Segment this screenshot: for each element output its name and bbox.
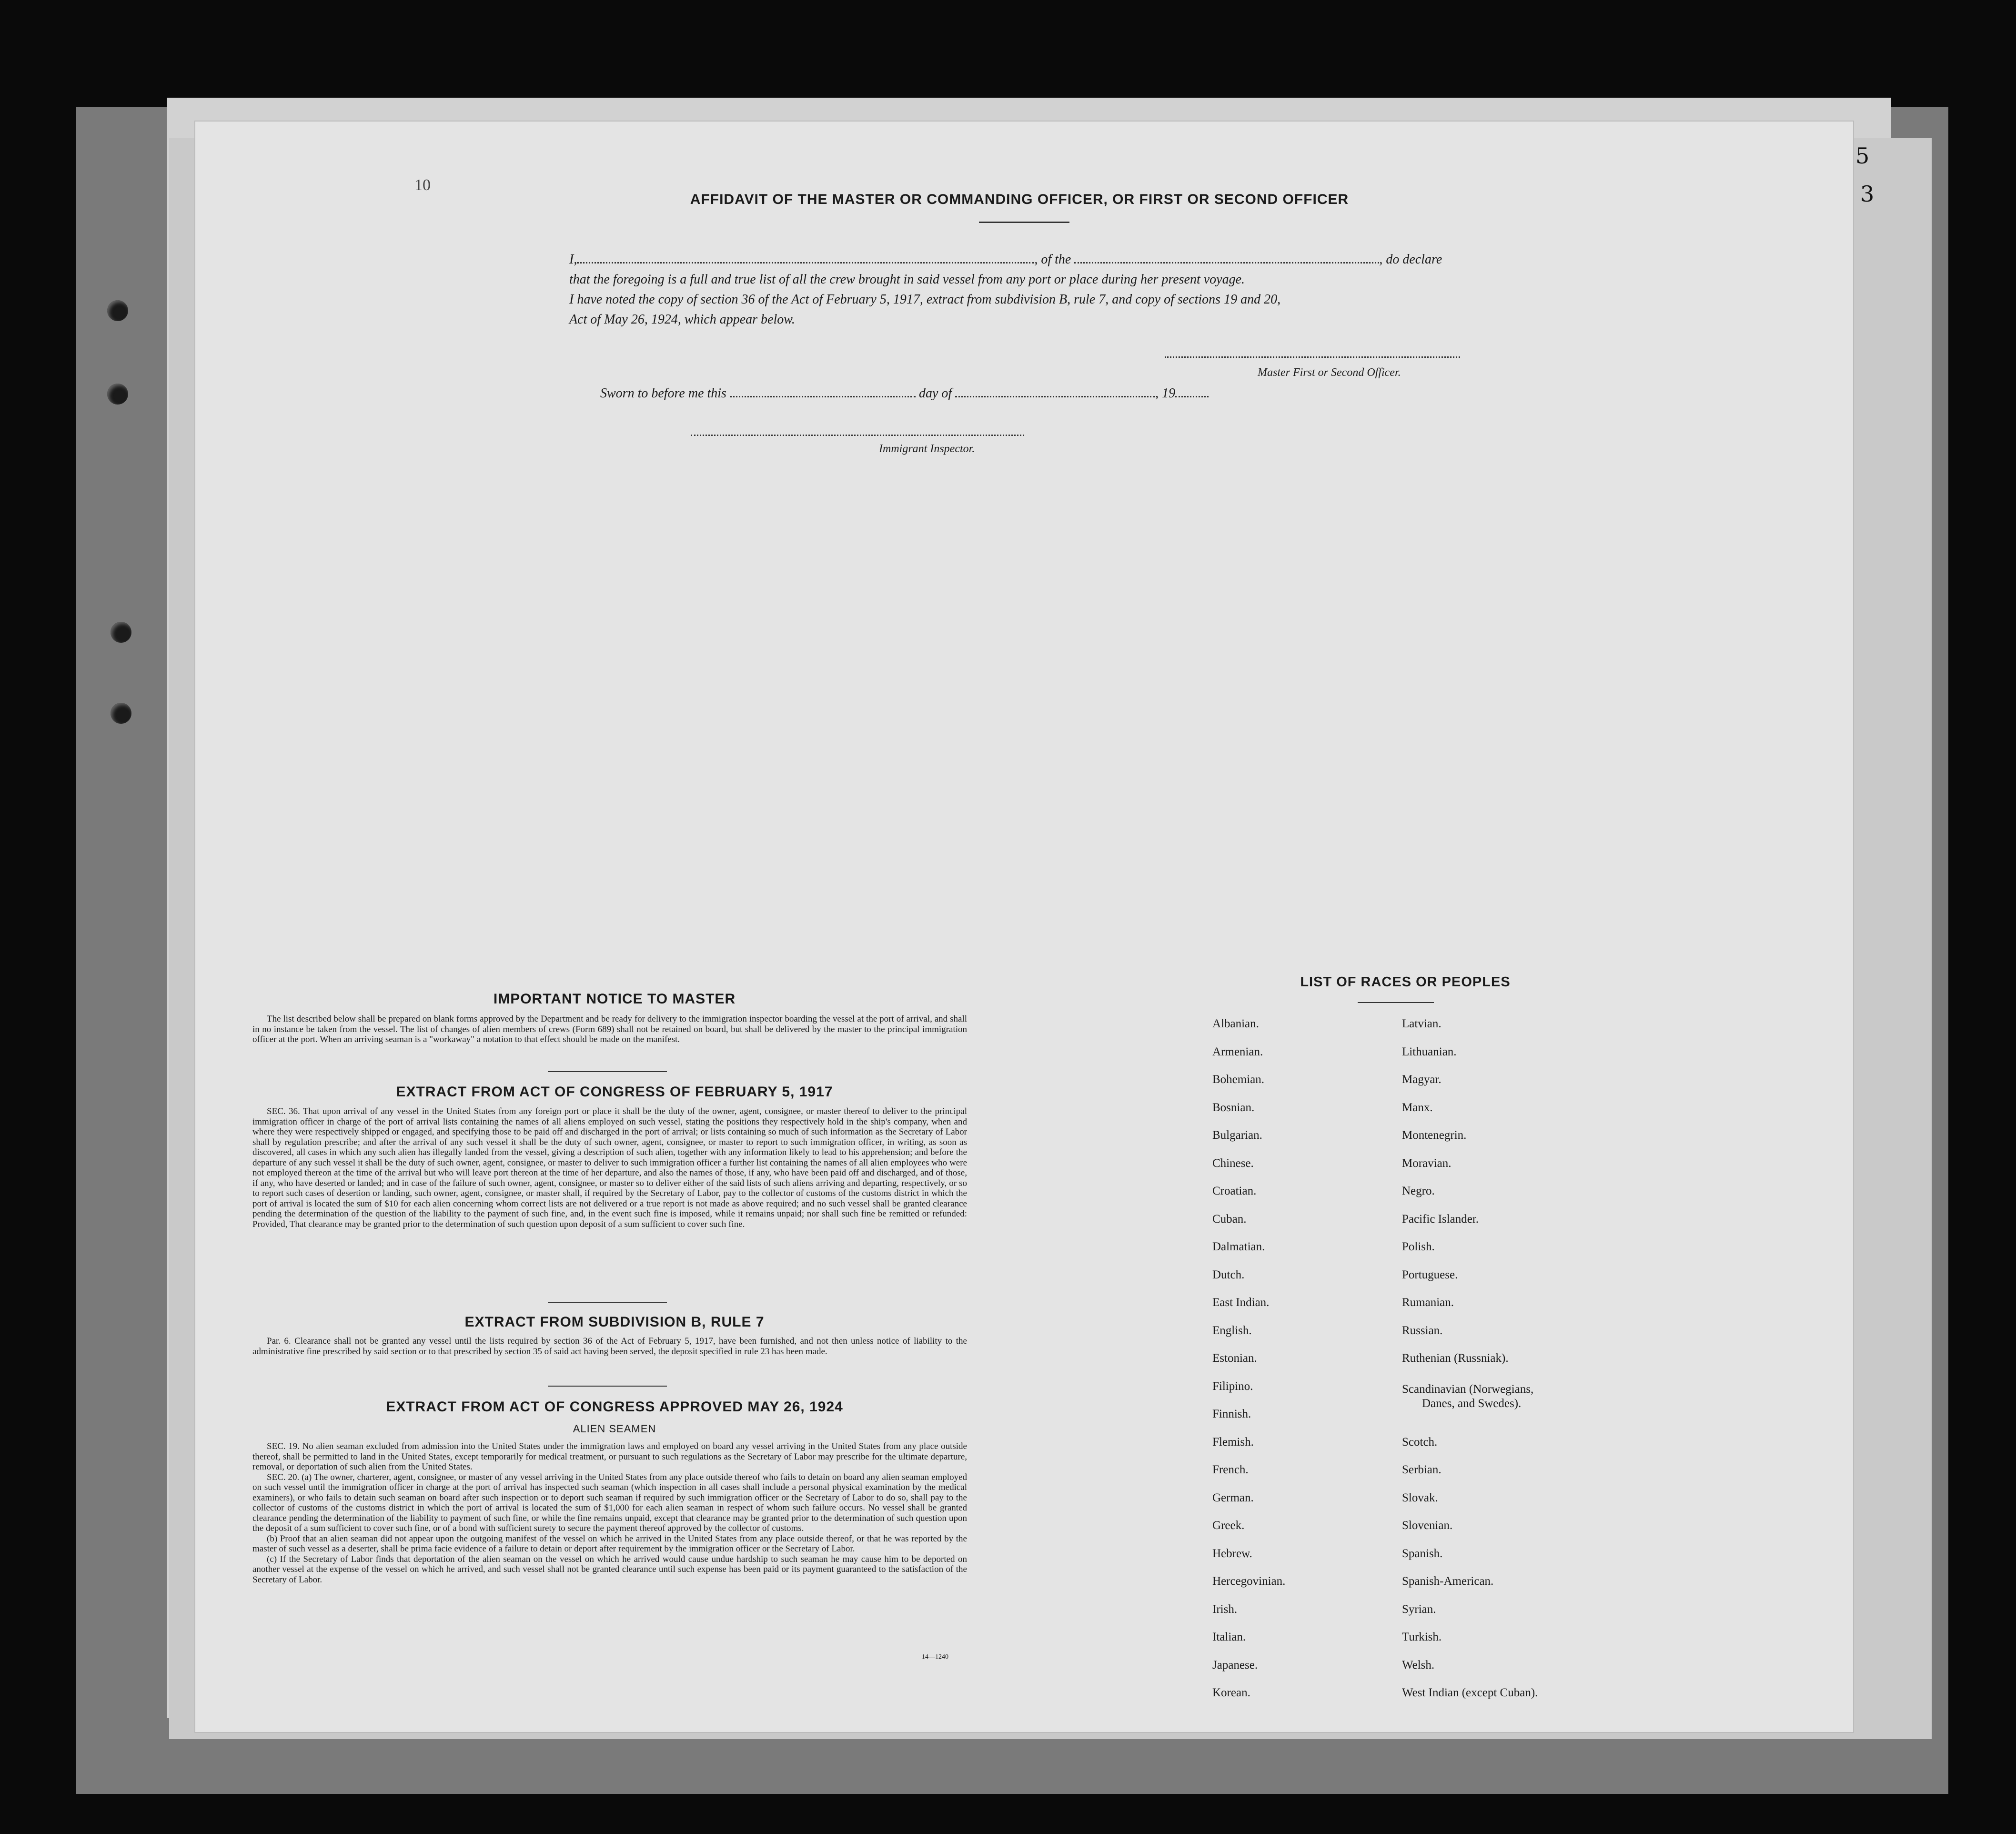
- margin-mark: 5: [1855, 143, 1870, 169]
- inspector-signature-line[interactable]: [691, 435, 1024, 436]
- extract-1917-body: SEC. 36. That upon arrival of any vessel in the United States from any foreign port or place it shall be the duty of the owner, agent, consignee, or master thereof to deliver to the principal immigration officer in charge of the port of arrival lists containing the names of all aliens employed on such vessel, stating the positions they respectively hold in the ship's company, when and where they were respectively shipped or engaged, and specifying those to be paid off and discharged in the port of arrival; or lists containing so much of such information as the Secretary of Labor shall by regulation prescribe; and after the arrival of any such vessel it shall be the duty of such owner, agent, consignee, or master to report to such immigration officer, in writing, as soon as discovered, all cases in which any such alien has illegally landed from the vessel, giving a description of such alien, together with any information likely to lead to his apprehension; and before the departure of any such vessel it shall be the duty of such owner, agent, consignee, or master to deliver to such immigration officer a further list containing the names of all alien employees who were not employed thereon at the time of the arrival but who will leave port thereon at the time of her departure, and also the names of those, if any, who have been paid off and discharged, and of those, if any, who have deserted or landed; and in case of the failure of such owner, agent, consignee, or master so to deliver either of the said lists of such aliens arriving and departing, respectively, or so to report such cases of desertion or landing, such owner, agent, consignee, or master shall, if required by the Secretary of Labor, pay to the collector of customs of the customs district in which the port of arrival is located the sum of $10 for each alien concerning whom correct lists are not delivered or a true report is not made as above required; and no such vessel shall be granted clearance pending the determination of the question of the liability to the payment of such fine, and, in the event such fine is imposed, while it remains unpaid; nor shall such fine be remitted or refunded: Provided, That clearance may be granted prior to the determination of such question upon deposit of a sum sufficient to cover such fine.: [252, 1106, 967, 1229]
- race-item: West Indian (except Cuban).: [1402, 1686, 1538, 1699]
- punch-hole: [107, 384, 128, 405]
- race-item: Scotch.: [1402, 1435, 1438, 1449]
- race-item: Bosnian.: [1212, 1101, 1255, 1114]
- race-item: Manx.: [1402, 1101, 1433, 1114]
- races-title: LIST OF RACES OR PEOPLES: [1300, 974, 1511, 990]
- race-item: Pacific Islander.: [1402, 1212, 1479, 1226]
- race-item: Japanese.: [1212, 1658, 1258, 1672]
- race-item: Danes, and Swedes).: [1422, 1397, 1522, 1410]
- race-item: Spanish-American.: [1402, 1575, 1494, 1588]
- affidavit-title: AFFIDAVIT OF THE MASTER OR COMMANDING OFFICER, OR FIRST OR SECOND OFFICER: [690, 192, 1349, 207]
- race-item: Cuban.: [1212, 1212, 1247, 1226]
- sworn-day-blank[interactable]: [730, 385, 916, 397]
- race-item: Dutch.: [1212, 1268, 1245, 1281]
- punch-hole: [111, 622, 131, 643]
- race-item: Finnish.: [1212, 1408, 1251, 1420]
- race-item: Ruthenian (Russniak).: [1402, 1352, 1509, 1365]
- race-item: Slovak.: [1402, 1491, 1438, 1504]
- race-item: German.: [1212, 1491, 1254, 1504]
- divider: [979, 222, 1069, 223]
- master-signature-label: Master First or Second Officer.: [1258, 366, 1401, 379]
- sworn-year-blank[interactable]: [1175, 385, 1209, 397]
- race-item: Moravian.: [1402, 1156, 1452, 1170]
- race-item: Italian.: [1212, 1631, 1246, 1643]
- margin-mark: 3: [1860, 181, 1875, 207]
- race-item: Chinese.: [1212, 1156, 1254, 1170]
- extract-1924-body: SEC. 19. No alien seaman excluded from admission into the United States under the immigration laws and employed on board any vessel arriving in the United States from any place outside thereof, shall be permitted to land in the United States, except temporarily for medical treatment, or pursuant to such regulations as the Secretary of Labor may prescribe for the ultimate departure, removal, or deportation of such alien from the United States. SEC. 20. (a) The owner, charterer, agent, consignee, or master of any vessel arriving in the United States from any place outside thereof who fails to detain on board any alien seaman employed on such vessel until the immigration officer in charge at the port of arrival has inspected such seaman (which inspection in all cases shall include a personal physical examination by the medical examiners), or who fails to detain such seaman on board after such inspection or to deport such seaman if required by such immigration officer or the Secretary of Labor to do so, shall pay to the collector of customs of the customs district in which the port of arrival is located the sum of $1,000 for each alien seaman in respect of whom such failure occurs. No vessel shall be granted clearance pending the determination of the liability to payment of such fine, or while the fine remains unpaid, except that clearance may be granted prior to the determination of such question upon the deposit of a sum sufficient to cover such fine, or of a bond with sufficient surety to secure the payment thereof approved by the collector of customs. (b) Proof that an alien seaman did not appear upon the outgoing manifest of the vessel on which he arrived in the United States from any place outside thereof, or that he was reported by the master of such vessel as a deserter, shall be prima facie evidence of a failure to detain or deport after requirement by the immigration officer or the Secretary of Labor. (c) If the Secretary of Labor finds that deportation of the alien seaman on the vessel on which he arrived would cause undue hardship to such seaman he may cause him to be deported on another vessel at the expense of the vessel on which he arrived, and such vessel shall not be granted clearance until such expense has been paid or its payment guaranteed to the satisfaction of the Secretary of Labor.: [252, 1441, 967, 1585]
- rule7-body: Par. 6. Clearance shall not be granted any vessel until the lists required by section 36 of the Act of February 5, 1917, have been furnished, and not then unless notice of liability to the administrative fine prescribed by said section or to that prescribed by section 35 of said act having been served, the deposit specified in rule 23 has been made.: [252, 1336, 967, 1357]
- affidavit-line2: that the foregoing is a full and true list of all the crew brought in said vessel from any port or place during her present voyage.: [569, 272, 1245, 287]
- race-item: English.: [1212, 1324, 1252, 1337]
- race-item: Serbian.: [1402, 1463, 1441, 1476]
- rule7-title: EXTRACT FROM SUBDIVISION B, RULE 7: [464, 1314, 765, 1330]
- divider: [548, 1302, 667, 1303]
- inspector-label: Immigrant Inspector.: [879, 443, 975, 455]
- race-item: Greek.: [1212, 1519, 1245, 1532]
- sworn-month-blank[interactable]: [955, 385, 1155, 397]
- race-item: Montenegrin.: [1402, 1129, 1467, 1142]
- divider: [548, 1386, 667, 1387]
- race-item: Dalmatian.: [1212, 1240, 1265, 1253]
- race-item: Magyar.: [1402, 1073, 1441, 1086]
- race-item: Albanian.: [1212, 1017, 1259, 1030]
- race-item: Lithuanian.: [1402, 1045, 1457, 1058]
- race-item: Russian.: [1402, 1324, 1443, 1337]
- race-item: Rumanian.: [1402, 1296, 1454, 1309]
- race-item: Bulgarian.: [1212, 1129, 1262, 1142]
- race-item: Hercegovinian.: [1212, 1575, 1286, 1588]
- affidavit-line3: I have noted the copy of section 36 of the Act of February 5, 1917, extract from subdivision B, rule 7, and copy of sections 19 and 20,: [569, 292, 1281, 307]
- race-item: French.: [1212, 1463, 1249, 1476]
- extract-1917-title: EXTRACT FROM ACT OF CONGRESS OF FEBRUARY 5, 1917: [396, 1084, 833, 1100]
- race-item: Negro.: [1402, 1185, 1435, 1197]
- sworn-line: Sworn to before me this day of , 19: [600, 384, 1209, 403]
- race-item: Estonian.: [1212, 1352, 1257, 1365]
- race-item: Filipino.: [1212, 1379, 1253, 1393]
- race-item: Polish.: [1402, 1240, 1435, 1253]
- extract-1924-title: EXTRACT FROM ACT OF CONGRESS APPROVED MAY 26, 1924: [386, 1399, 843, 1415]
- master-signature-line[interactable]: [1165, 356, 1460, 358]
- affidavit-line4: Act of May 26, 1924, which appear below.: [569, 312, 795, 327]
- form-number: 14—1240: [922, 1653, 948, 1661]
- race-item: Bohemian.: [1212, 1073, 1265, 1086]
- race-item: Slovenian.: [1402, 1519, 1453, 1532]
- race-item: Irish.: [1212, 1602, 1238, 1616]
- race-item: East Indian.: [1212, 1296, 1270, 1309]
- race-item: Turkish.: [1402, 1631, 1442, 1643]
- affidavit-line1: I, , of the , do declare: [569, 250, 1474, 269]
- race-item: Latvian.: [1402, 1017, 1441, 1030]
- race-item: Portuguese.: [1402, 1268, 1458, 1281]
- name-blank[interactable]: [577, 251, 1034, 263]
- punch-hole: [111, 703, 131, 724]
- notice-title: IMPORTANT NOTICE TO MASTER: [493, 991, 736, 1007]
- divider: [548, 1071, 667, 1072]
- punch-hole: [107, 300, 128, 321]
- race-item: Welsh.: [1402, 1658, 1435, 1672]
- divider: [1358, 1002, 1434, 1003]
- notice-body: The list described below shall be prepared on blank forms approved by the Department and be ready for delivery to the immigration inspector boarding the vessel at the port of arrival, and shall in no instance be taken from the vessel. The list of changes of alien members of crews (Form 689) shall not be retained on board, but shall be delivered by the master to the principal immigration officer at the port. When an arriving seaman is a "workaway" a notation to that effect should be made on the manifest.: [252, 1014, 967, 1044]
- race-item: Syrian.: [1402, 1602, 1436, 1616]
- race-item: Armenian.: [1212, 1045, 1263, 1058]
- page-number: 10: [414, 176, 431, 194]
- race-item: Korean.: [1212, 1686, 1250, 1699]
- vessel-blank[interactable]: [1074, 251, 1379, 263]
- race-item: Croatian.: [1212, 1185, 1257, 1197]
- race-item: Spanish.: [1402, 1547, 1443, 1560]
- race-item: Flemish.: [1212, 1435, 1254, 1449]
- race-item: Hebrew.: [1212, 1547, 1252, 1560]
- race-item: Scandinavian (Norwegians,: [1402, 1382, 1534, 1396]
- alien-seamen-subtitle: ALIEN SEAMEN: [573, 1423, 656, 1435]
